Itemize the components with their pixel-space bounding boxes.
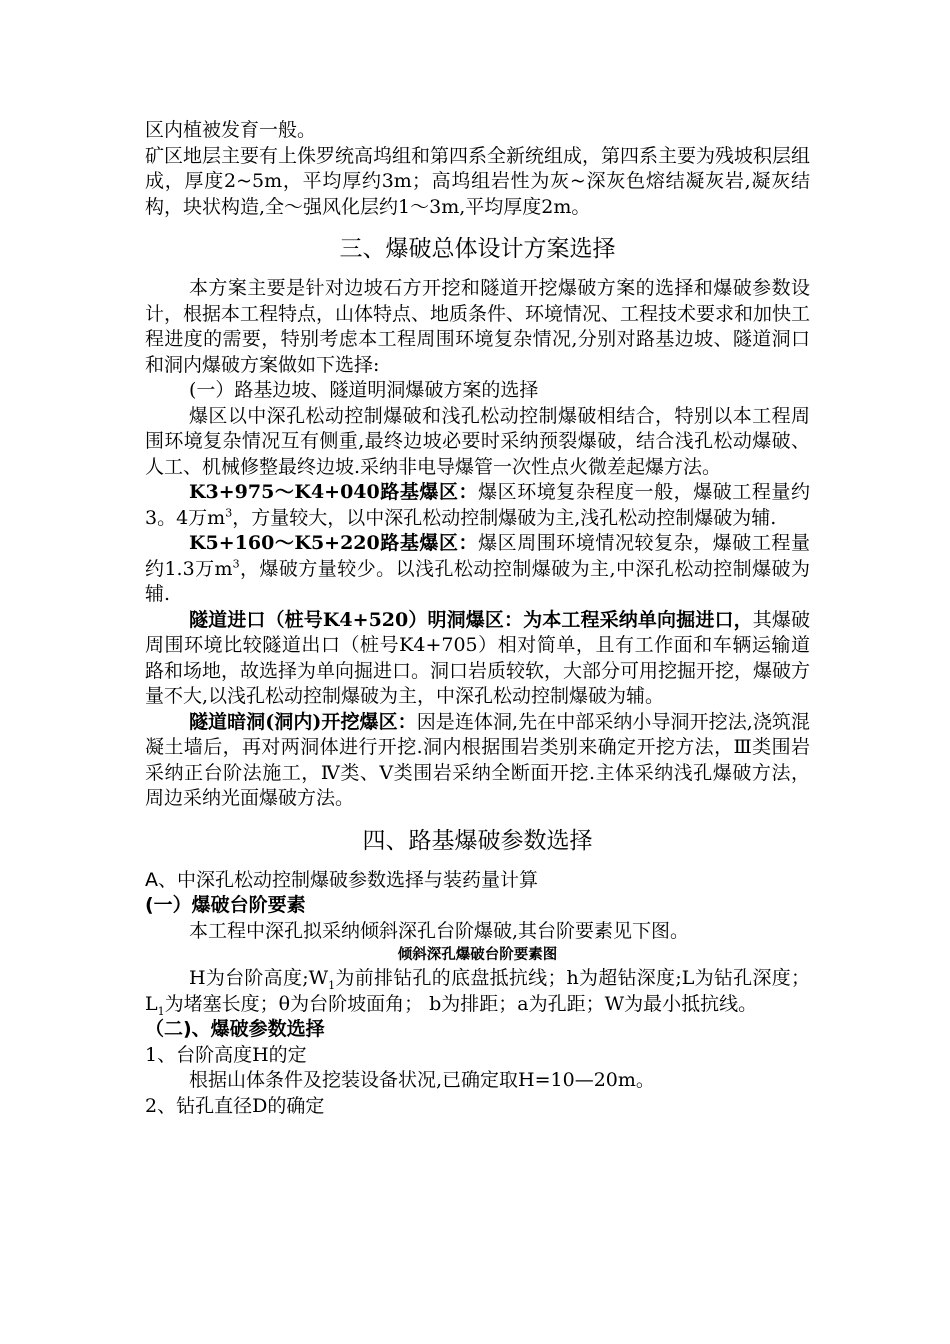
paragraph-flora: 区内植被发育一般。 [145, 119, 317, 141]
item-hole-diameter: 2、钻孔直径D的确定 [145, 1094, 325, 1117]
paragraph-strata: 矿区地层主要有上侏罗统高坞组和第四系全新统组成，第四系主要为残坡积层组成，厚度2~5m，平均厚约3m；高坞组岩性为灰~深灰色熔结凝灰岩,凝灰结构，块状构造,全～强风化层约1～3m,平均厚度2m。 [145, 144, 811, 218]
tunnel-interior-label: 隧道暗洞(洞内)开挖爆区： [189, 710, 417, 733]
subheading-slope-tunnel: (一）路基边坡、隧道明洞爆破方案的选择 [189, 379, 539, 401]
section-heading-4: 四、路基爆破参数选择 [362, 827, 593, 854]
document-body [145, 118, 810, 1119]
subheading-bench-elements: (一）爆破台阶要素 [145, 894, 306, 916]
paragraph-symbols: H为台阶高度$;W_1$为前排钻孔的底盘抵抗线；h为超钻深度;L为钻孔深度； $L_1$为堵塞长度；θ为台阶坡面角； b为排距；a为孔距；W为最小抵抗线。 [145, 967, 811, 1018]
subheading-param-selection: （二)、爆破参数选择 [145, 1018, 325, 1040]
paragraph-zone-k5: K5+160～K5+220路基爆区：爆区周围环境情况较复杂，爆破工程量约1.3万$m^3$，爆破方量较少。以浅孔松动控制爆破为主,中深孔松动控制爆破为辅. [145, 532, 811, 605]
zone-k3-label: K3+975～K4+040路基爆区： [189, 481, 479, 503]
tunnel-entrance-label: 隧道进口（桩号K4+520）明洞爆区：为本工程采纳单向掘进口， [189, 608, 753, 631]
paragraph-bench-height: 根据山体条件及挖装设备状况,已确定取H=10—20m。 [189, 1069, 655, 1091]
zone-k5-label: K5+160～K5+220路基爆区： [189, 532, 479, 554]
section-heading-3: 三、爆破总体设计方案选择 [339, 236, 616, 262]
paragraph-tunnel-interior: 隧道暗洞(洞内)开挖爆区：因是连体洞,先在中部采纳小导洞开挖法,浇筑混凝土墙后，再对两洞体进行开挖.洞内根据围岩类别来确定开挖方法，Ⅲ类围岩采纳正台阶法施工，Ⅳ类、Ⅴ类围岩采纳全断面开挖.主体采纳浅孔爆破方法，周边采纳光面爆破方法。 [145, 710, 810, 809]
figure-caption: 倾斜深孔爆破台阶要素图 [397, 947, 558, 963]
paragraph-tunnel-entrance: 隧道进口（桩号K4+520）明洞爆区：为本工程采纳单向掘进口，其爆破周围环境比较隧道出口（桩号K4+705）相对简单，且有工作面和车辆运输道路和场地，故选择为单向掘进口。洞口岩质较软，大部分可用挖掘开挖，爆破方量不大,以浅孔松动控制爆破为主，中深孔松动控制爆破为辅。 [145, 608, 811, 707]
paragraph-intro: 本方案主要是针对边坡石方开挖和隧道开挖爆破方案的选择和爆破参数设计，根据本工程特点，山体特点、地质条件、环境情况、工程技术要求和加快工程进度的需要，特别考虑本工程周围环境复杂情况,分别对路基边坡、隧道洞口和洞内爆破方案做如下选择: [145, 277, 811, 376]
paragraph-method: 爆区以中深孔松动控制爆破和浅孔松动控制爆破相结合，特别以本工程周围环境复杂情况互有侧重,最终边坡必要时采纳预裂爆破，结合浅孔松动爆破、人工、机械修整最终边坡.采纳非电导爆管一次性点火微差起爆方法。 [145, 404, 810, 478]
section-a-heading: A、中深孔松动控制爆破参数选择与装药量计算 [145, 868, 538, 891]
item-bench-height: 1、台阶高度H的定 [145, 1043, 307, 1066]
paragraph-bench-adopt: 本工程中深孔拟采纳倾斜深孔台阶爆破,其台阶要素见下图。 [189, 919, 690, 942]
paragraph-zone-k3: K3+975～K4+040路基爆区：爆区环境复杂程度一般，爆破工程量约3。4万$m^3$，方量较大，以中深孔松动控制爆破为主,浅孔松动控制爆破为辅. [145, 481, 810, 529]
